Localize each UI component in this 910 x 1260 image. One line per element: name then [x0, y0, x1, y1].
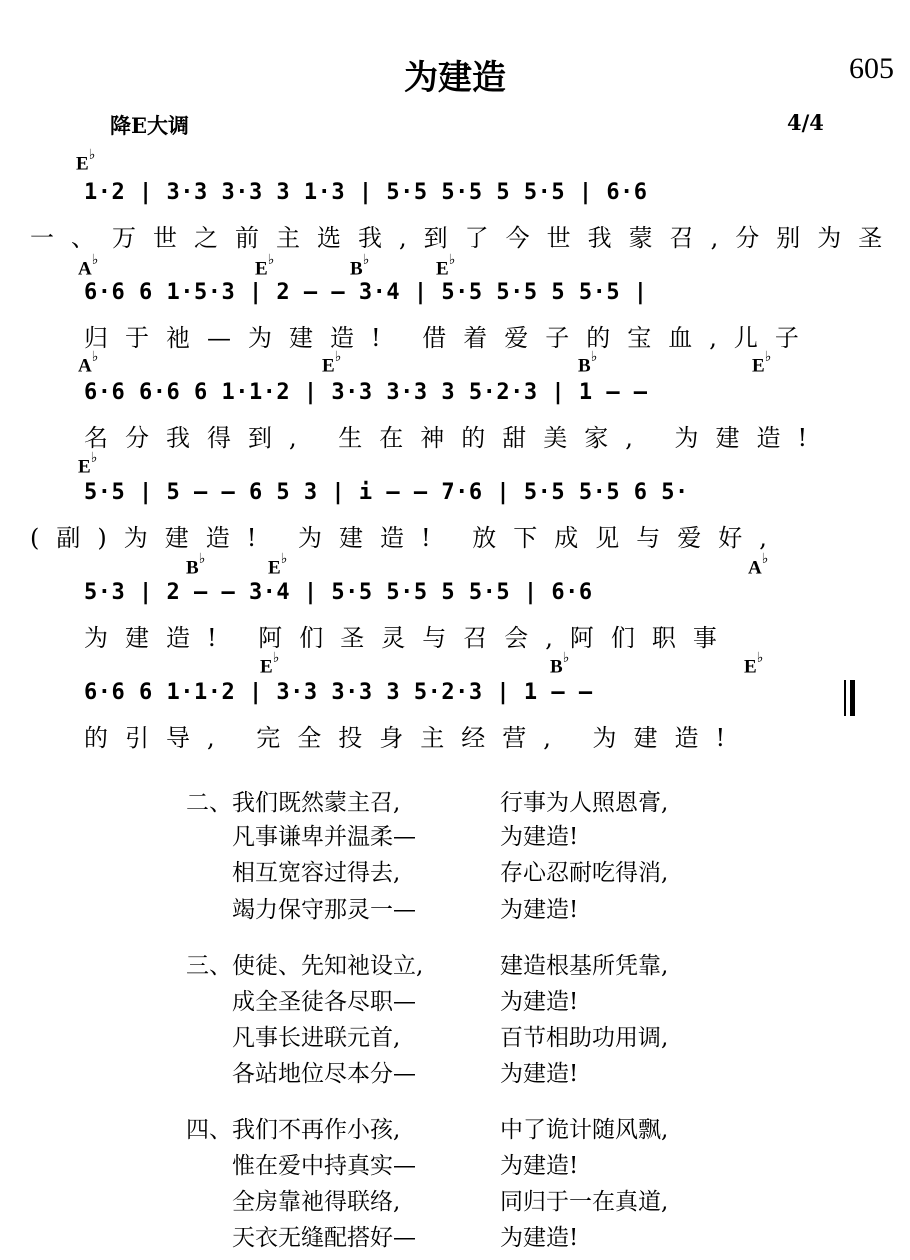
chord-symbol: E♭ — [744, 651, 764, 678]
chord-symbol: A♭ — [78, 350, 99, 377]
chord-symbol: E♭ — [78, 451, 98, 478]
chord-symbol: E♭ — [255, 253, 275, 280]
key-signature: 降E大调 — [110, 113, 190, 138]
verse-line-b: 百节相助功用调, — [500, 1025, 669, 1051]
notation-line: 6·6 6 1·1·2 | 3·3 3·3 3 5·2·3 | 1 — — — [84, 680, 593, 705]
verse-line-a: 我们不再作小孩, — [232, 1117, 401, 1143]
chord-symbol: B♭ — [578, 350, 598, 377]
verse-line-b: 存心忍耐吃得消, — [500, 860, 669, 886]
notation-line: 5·3 | 2 — — 3·4 | 5·5 5·5 5 5·5 | 6·6 — [84, 580, 593, 605]
chord-symbol: E♭ — [436, 253, 456, 280]
notation-line: 6·6 6 1·5·3 | 2 — — 3·4 | 5·5 5·5 5 5·5 | — [84, 280, 648, 305]
verse-line-a: 使徒、先知祂设立, — [232, 953, 424, 979]
song-title: 为建造 — [404, 58, 506, 98]
verse-line-b: 中了诡计随风飘, — [500, 1117, 669, 1143]
verse-line-a: 惟在爱中持真实— — [232, 1153, 416, 1179]
verse-line-b: 行事为人照恩膏, — [500, 790, 669, 816]
chord-symbol: E♭ — [76, 148, 96, 175]
verse-line-b: 为建造! — [500, 897, 579, 923]
verse-line-a: 全房靠祂得联络, — [232, 1189, 401, 1215]
verse-line-b: 为建造! — [500, 1061, 579, 1087]
chord-symbol: B♭ — [350, 253, 370, 280]
verse-label: 二、 — [186, 790, 232, 816]
verse-line-a: 凡事谦卑并温柔— — [232, 824, 416, 850]
verse-line-a: 成全圣徒各尽职— — [232, 989, 416, 1015]
chord-symbol: B♭ — [550, 651, 570, 678]
verse-line-a: 相互宽容过得去, — [232, 860, 401, 886]
verse-line-b: 为建造! — [500, 989, 579, 1015]
notation-line: 5·5 | 5 — — 6 5 3 | i — — 7·6 | 5·5 5·5 6 5· — [84, 480, 689, 505]
time-signature: 4/4 — [787, 110, 824, 135]
notation-line: 6·6 6·6 6 1·1·2 | 3·3 3·3 3 5·2·3 | 1 — — — [84, 380, 648, 405]
verse-line-b: 为建造! — [500, 1153, 579, 1179]
verse-label: 三、 — [186, 953, 232, 979]
verse-line-b: 为建造! — [500, 824, 579, 850]
verse-line-b: 为建造! — [500, 1225, 579, 1251]
lyric-line: 为建造! 阿们圣灵与召会,阿们职事 — [84, 624, 734, 652]
verse-line-a: 天衣无缝配搭好— — [232, 1225, 416, 1251]
verse-line-a: 竭力保守那灵一— — [232, 897, 416, 923]
lyric-line: 的引导, 完全投身主经营, 为建造! — [84, 724, 743, 752]
chord-symbol: A♭ — [78, 253, 99, 280]
chord-symbol: A♭ — [748, 552, 769, 579]
verse-label: 四、 — [186, 1117, 232, 1143]
lyric-line: 归于祂—为建造! 借着爱子的宝血,儿子 — [84, 324, 816, 352]
verse-line-a: 凡事长进联元首, — [232, 1025, 401, 1051]
verse-line-a: 我们既然蒙主召, — [232, 790, 401, 816]
chord-symbol: E♭ — [268, 552, 288, 579]
notation-line: 1·2 | 3·3 3·3 3 1·3 | 5·5 5·5 5 5·5 | 6·6 — [84, 180, 648, 205]
chord-symbol: E♭ — [260, 651, 280, 678]
lyric-line: 一、万世之前主选我,到了今世我蒙召,分别为圣 — [30, 224, 900, 252]
lyric-line: 名分我得到, 生在神的甜美家, 为建造! — [84, 424, 825, 452]
chord-symbol: E♭ — [322, 350, 342, 377]
verse-line-b: 建造根基所凭靠, — [500, 953, 669, 979]
lyric-line: (副)为建造! 为建造! 放下成见与爱好, — [30, 524, 784, 552]
verse-line-b: 同归于一在真道, — [500, 1189, 669, 1215]
verse-line-a: 各站地位尽本分— — [232, 1061, 416, 1087]
chord-symbol: E♭ — [752, 350, 772, 377]
page-number: 605 — [849, 52, 894, 85]
chord-symbol: B♭ — [186, 552, 206, 579]
